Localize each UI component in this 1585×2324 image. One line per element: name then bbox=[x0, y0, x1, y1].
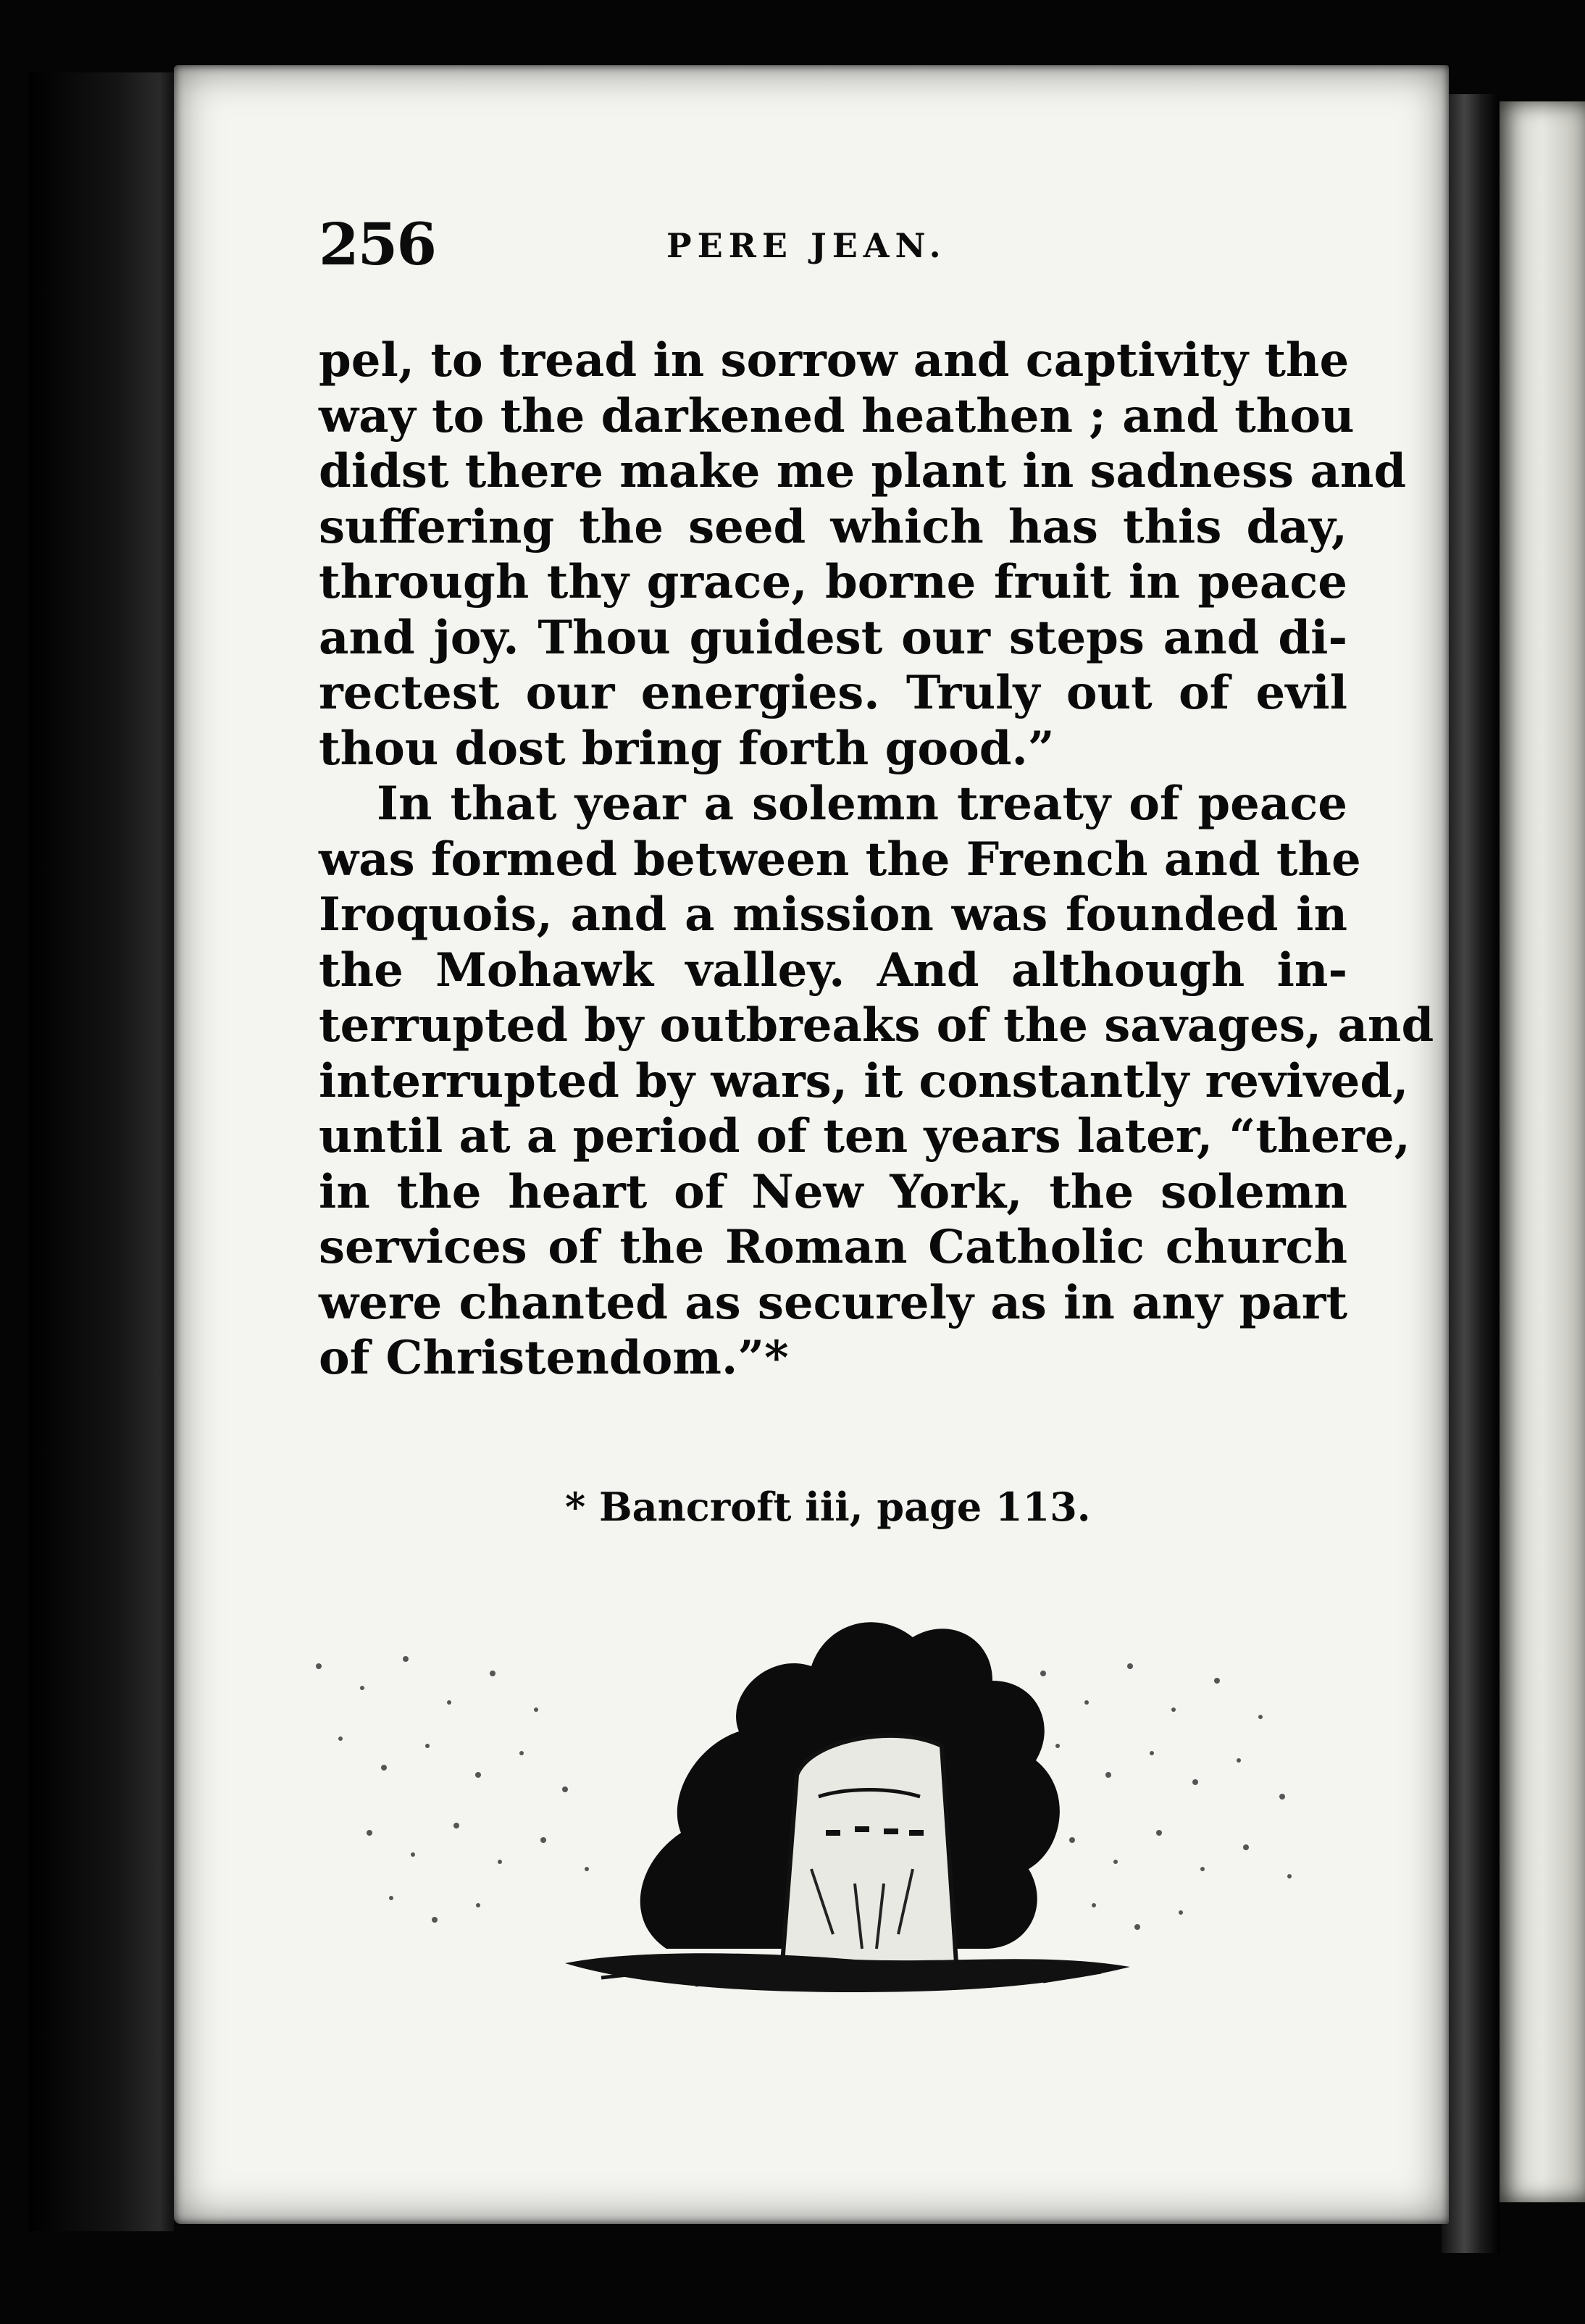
tombstone bbox=[782, 1736, 956, 1963]
engraved-vignette-illustration bbox=[261, 1558, 1347, 2021]
text-line: terrupted by outbreaks of the savages, and bbox=[319, 998, 1434, 1053]
text-line: In that year a solemn treaty of peace bbox=[377, 777, 1347, 831]
text-line: rectest our energies. Truly out of evil bbox=[319, 666, 1347, 720]
right-gutter-shadow bbox=[1442, 94, 1500, 2253]
text-line: didst there make me plant in sadness and bbox=[319, 444, 1407, 498]
text-line: the Mohawk valley. And although in- bbox=[319, 942, 1347, 998]
text-line: was formed between the French and the bbox=[319, 832, 1361, 887]
text-line: in the heart of New York, the solemn bbox=[319, 1164, 1347, 1219]
body-text bbox=[319, 333, 1434, 1387]
text-line: way to the darkened heathen ; and thou bbox=[319, 388, 1355, 443]
text-line: suffering the seed which has this day, bbox=[319, 499, 1347, 554]
text-line: pel, to tread in sorrow and captivity the bbox=[319, 333, 1350, 388]
adjacent-page-edge bbox=[1500, 101, 1585, 2202]
text-line: were chanted as securely as in any part bbox=[319, 1275, 1347, 1330]
running-head: PERE JEAN. bbox=[666, 226, 947, 265]
page-header bbox=[319, 210, 1318, 283]
text-line: through thy grace, borne fruit in peace bbox=[319, 555, 1347, 609]
text-line: Iroquois, and a mission was founded in bbox=[319, 887, 1347, 942]
text-line: thou dost bring forth good.” bbox=[319, 721, 1055, 776]
text-line: until at a period of ten years later, “there, bbox=[319, 1109, 1410, 1163]
page-number: 256 bbox=[319, 210, 435, 278]
text-line: services of the Roman Catholic church bbox=[319, 1220, 1347, 1274]
book-page bbox=[174, 65, 1449, 2224]
footnote: * Bancroft iii, page 113. bbox=[565, 1484, 1091, 1530]
text-line: and joy. Thou guidest our steps and di- bbox=[319, 610, 1347, 665]
text-line: of Christendom.”* bbox=[319, 1331, 789, 1385]
left-binding-shadow bbox=[29, 72, 174, 2231]
ground bbox=[565, 1953, 1130, 1992]
text-line: interrupted by wars, it constantly revived, bbox=[319, 1053, 1409, 1108]
